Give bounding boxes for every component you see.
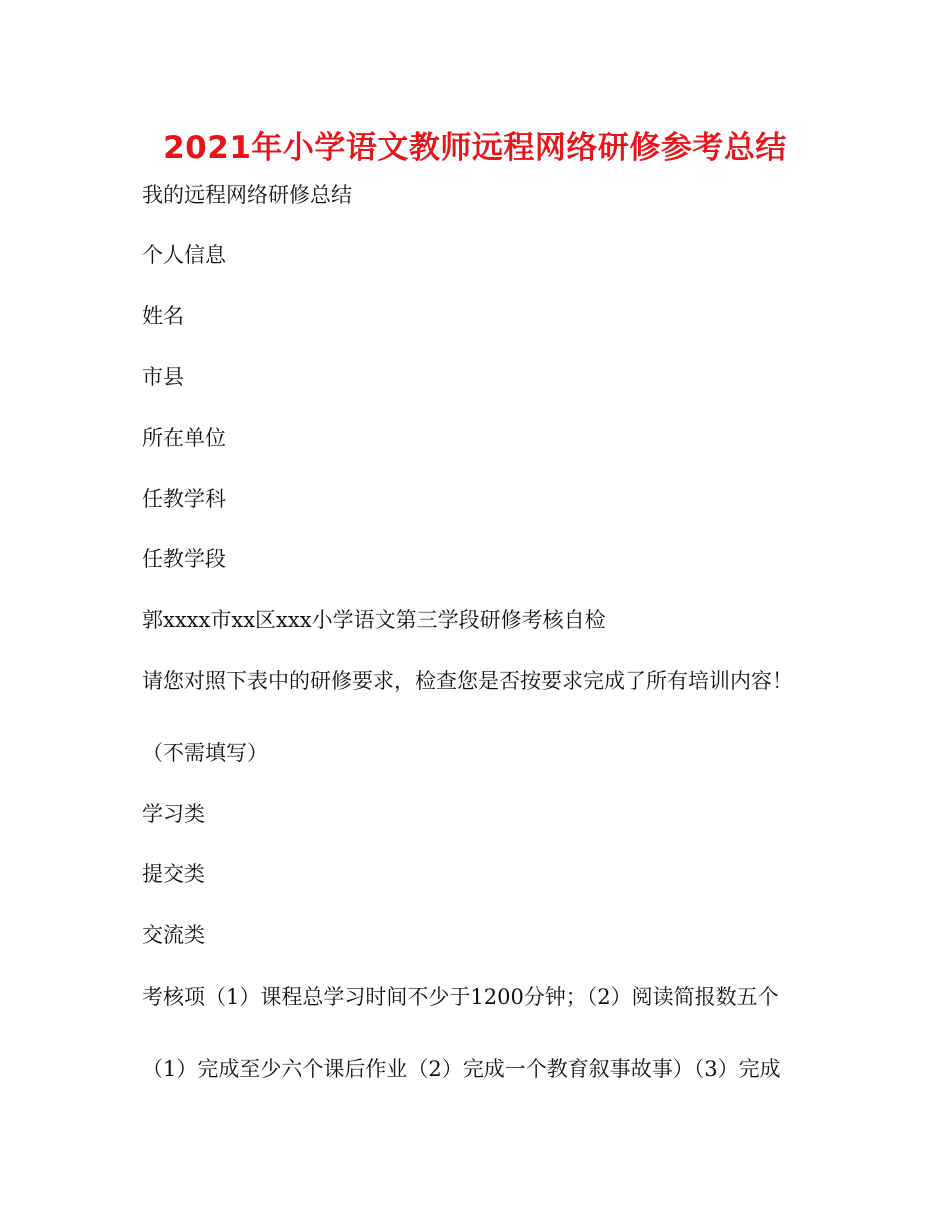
paragraph-study-category: 学习类 [142,802,205,826]
paragraph-subject: 任教学科 [142,487,226,511]
paragraph-self-check-title: 郭xxxx市xx区xxx小学语文第三学段研修考核自检 [142,608,606,632]
paragraph-assignments: （1）完成至少六个课后作业（2）完成一个教育叙事故事）（3）完成 [142,1057,781,1081]
paragraph-personal-info: 个人信息 [142,243,226,267]
paragraph-name: 姓名 [142,304,184,328]
paragraph-submit-category: 提交类 [142,862,205,886]
paragraph-instruction: 请您对照下表中的研修要求，检查您是否按要求完成了所有培训内容！ [142,669,793,693]
paragraph-work-unit: 所在单位 [142,426,226,450]
paragraph-exchange-category: 交流类 [142,923,205,947]
paragraph-summary-heading: 我的远程网络研修总结 [142,183,352,207]
paragraph-city-county: 市县 [142,365,184,389]
paragraph-school-stage: 任教学段 [142,547,226,571]
paragraph-assessment-items: 考核项（1）课程总学习时间不少于1200分钟；（2）阅读简报数五个 [142,985,779,1009]
document-title: 2021年小学语文教师远程网络研修参考总结 [163,130,787,166]
paragraph-no-fill-note: （不需填写） [142,741,268,765]
